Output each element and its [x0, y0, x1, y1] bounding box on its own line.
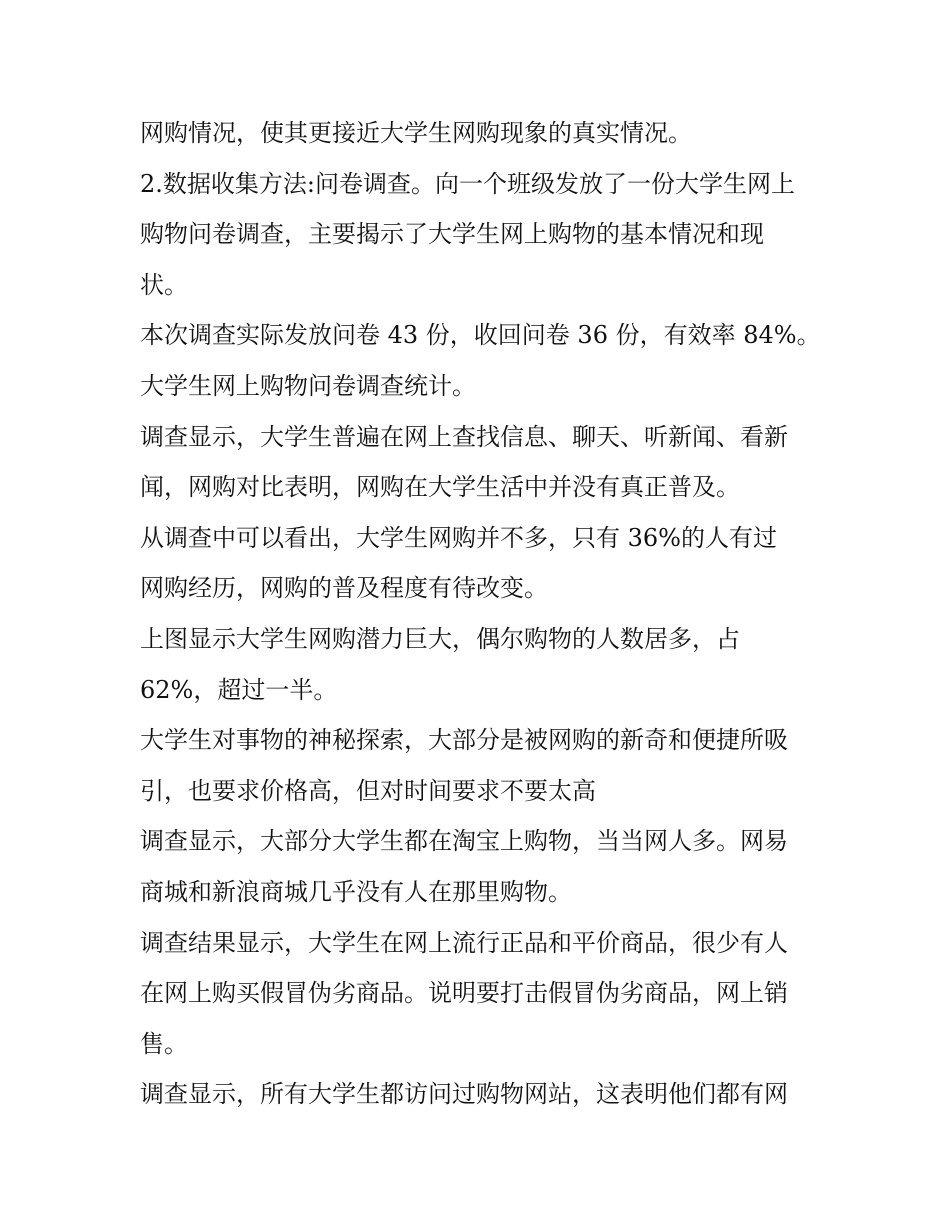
document-body — [140, 108, 820, 1120]
paragraph-shopping-potential — [140, 614, 820, 715]
text-line: 闻，网购对比表明，网购在大学生活中并没有真正普及。 — [140, 473, 740, 502]
text-line: 2.数据收集方法:问卷调查。向一个班级发放了一份大学生网上 — [140, 169, 795, 198]
paragraph-internet-usage — [140, 412, 820, 513]
text-line: 上图显示大学生网购潜力巨大，偶尔购物的人数居多，占 — [140, 624, 740, 653]
paragraph-shopping-platforms — [140, 816, 820, 917]
paragraph-questionnaire-counts — [140, 310, 820, 361]
paragraph-online-shopping-experience — [140, 513, 820, 614]
text-line: 网购情况，使其更接近大学生网购现象的真实情况。 — [140, 119, 692, 147]
text-line: 商城和新浪商城几乎没有人在那里购物。 — [140, 877, 572, 906]
text-line: 状。 — [140, 270, 188, 299]
text-line: 调查显示，所有大学生都访问过购物网站，这表明他们都有网 — [140, 1080, 788, 1109]
text-line: 大学生网上购物问卷调查统计。 — [140, 371, 476, 400]
paragraph-website-visits — [140, 1069, 820, 1120]
text-line: 大学生对事物的神秘探索，大部分是被网购的新奇和便捷所吸 — [140, 726, 788, 755]
paragraph-shopping-motivation — [140, 715, 820, 816]
text-line: 62%，超过一半。 — [140, 675, 338, 704]
paragraph-survey-statistics — [140, 361, 820, 412]
text-line: 本次调查实际发放问卷 43 份，收回问卷 36 份，有效率 84%。 — [140, 321, 821, 350]
text-line: 在网上购买假冒伪劣商品。说明要打击假冒伪劣商品，网上销 — [140, 979, 788, 1008]
text-line: 网购经历，网购的普及程度有待改变。 — [140, 574, 548, 603]
text-line: 从调查中可以看出，大学生网购并不多，只有 36%的人有过 — [140, 523, 777, 552]
text-line: 调查显示，大部分大学生都在淘宝上购物，当当网人多。网易 — [140, 827, 788, 856]
text-line: 购物问卷调查，主要揭示了大学生网上购物的基本情况和现 — [140, 220, 764, 249]
text-line: 调查显示，大学生普遍在网上查找信息、聊天、听新闻、看新 — [140, 422, 788, 451]
text-line: 引，也要求价格高，但对时间要求不要太高 — [140, 776, 596, 805]
paragraph-data-collection-method — [140, 159, 820, 311]
text-line: 售。 — [140, 1029, 188, 1058]
paragraph-product-authenticity — [140, 918, 820, 1070]
text-line: 调查结果显示，大学生在网上流行正品和平价商品，很少有人 — [140, 928, 788, 957]
paragraph-online-shopping-situation — [140, 108, 820, 159]
